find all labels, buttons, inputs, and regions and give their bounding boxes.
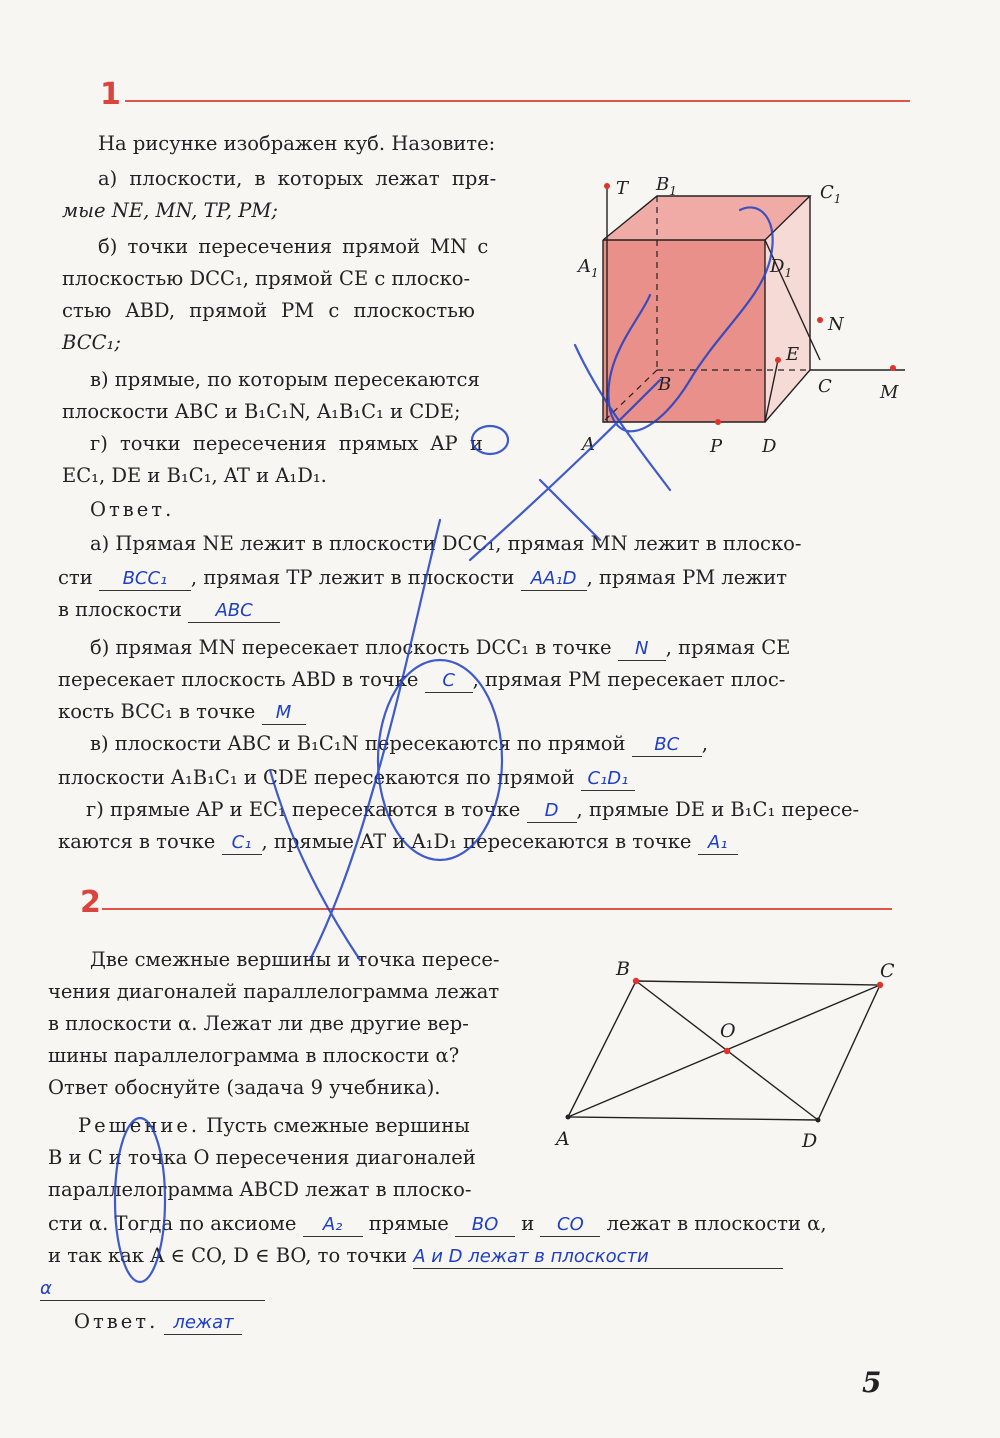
task-1-item: мые NE, MN, TP, PM; (62, 199, 278, 222)
scribble-circle (472, 426, 508, 454)
answer-text: каются в точке (58, 830, 216, 853)
task-1-intro: На рисунке изображен куб. Назовите: (98, 132, 496, 155)
task-2-line: чения диагоналей параллелограмма лежат (48, 980, 500, 1003)
task-1-item: а) плоскости, в которых лежат пря- (98, 167, 497, 190)
task-2-line: Ответ обоснуйте (задача 9 учебника). (48, 1076, 441, 1099)
solution-text: и так как A ∈ CO, D ∈ BO, то точки (48, 1244, 407, 1267)
task-2-line: в плоскости α. Лежат ли две другие вер- (48, 1012, 469, 1035)
answer-text: плоскости A₁B₁C₁ и CDE пересекаются по прямой (58, 766, 575, 789)
label-D: D (762, 436, 777, 457)
answer-blank-a2[interactable]: AA₁D (521, 568, 587, 591)
scribble-line (470, 380, 660, 560)
answer-blank-a1[interactable]: BCC₁ (99, 568, 191, 591)
task-2-number: 2 (80, 885, 101, 920)
label-C: C (880, 960, 895, 982)
label-C1: $C_1$ (820, 182, 842, 206)
task-1-item: плоскости ABC и B₁C₁N, A₁B₁C₁ и CDE; (62, 400, 461, 423)
task-2-answer-blank[interactable]: лежат (164, 1312, 242, 1335)
scribble-curve (608, 207, 772, 431)
task-1-item: BCC₁; (62, 331, 121, 354)
answer-blank-v1[interactable]: BC (632, 734, 702, 757)
task-1-item: EC₁, DE и B₁C₁, AT и A₁D₁. (62, 464, 327, 487)
answer-blank-g1[interactable]: D (527, 800, 577, 823)
answer-blank-v2[interactable]: C₁D₁ (581, 768, 635, 791)
task-2-solution: параллелограмма ABCD лежат в плоско- (48, 1178, 472, 1201)
label-D: D (802, 1130, 818, 1152)
scribble-line (270, 770, 360, 960)
task-1-answer-label: Ответ. (90, 498, 175, 521)
page-number: 5 (862, 1366, 882, 1399)
task-1-item: г) точки пересечения прямых AP и (90, 432, 483, 455)
answer-text: в плоскости (58, 598, 182, 621)
answer-text: б) прямая MN пересекает плоскость DCC₁ в точке (90, 636, 612, 659)
task-2-line: Две смежные вершины и точка пересе- (90, 948, 500, 971)
solution-text: и (521, 1212, 535, 1235)
answer-blank-b2[interactable]: C (425, 670, 473, 693)
solution-text: сти α. Тогда по аксиоме (48, 1212, 297, 1235)
answer-text: , прямые DE и B₁C₁ пересе- (576, 798, 860, 821)
answer-blank-b3[interactable]: M (262, 702, 306, 725)
scribble-line (540, 480, 600, 540)
answer-text: , (701, 732, 708, 755)
task-2-line: шины параллелограмма в плоскости α? (48, 1044, 460, 1067)
solution-label: Решение. (78, 1114, 201, 1137)
solution-blank-line2[interactable]: CO (540, 1214, 600, 1237)
answer-text: , прямая PM лежит (586, 566, 788, 589)
answer-text: , прямая TP лежит в плоскости (190, 566, 515, 589)
answer-text: в) плоскости ABC и B₁C₁N пересекаются по прямой (90, 732, 626, 755)
solution-text: Пусть смежные вершины (206, 1114, 470, 1137)
task-1-item: в) прямые, по которым пересекаются (90, 368, 480, 391)
answer-text: пересекает плоскость ABD в точке (58, 668, 419, 691)
task-1-item: б) точки пересечения прямой MN с (98, 235, 489, 258)
answer-text: сти (58, 566, 93, 589)
answer-text: г) прямые AP и EC₁ пересекаются в точке (86, 798, 521, 821)
solution-blank-continue[interactable]: α (40, 1278, 265, 1301)
answer-text: , прямые AT и A₁D₁ пересекаются в точке (261, 830, 692, 853)
solution-text: прямые (368, 1212, 449, 1235)
label-A1: $A_1$ (578, 256, 599, 280)
answer-blank-b1[interactable]: N (618, 638, 666, 661)
label-A: A (556, 1128, 570, 1150)
solution-blank-axiom[interactable]: A₂ (303, 1214, 363, 1237)
task-1-item: стью ABD, прямой PM с плоскостью (62, 299, 475, 322)
answer-text: , прямая PM пересекает плос- (472, 668, 786, 691)
label-D1: $D_1$ (770, 256, 793, 280)
label-N: N (828, 314, 844, 335)
label-M: M (880, 382, 899, 403)
answer-blank-g3[interactable]: A₁ (698, 832, 738, 855)
label-B1: $B_1$ (656, 174, 677, 198)
answer-blank-a3[interactable]: ABC (188, 600, 280, 623)
scribble-circle (378, 660, 502, 860)
label-E: E (786, 344, 800, 365)
label-B: B (658, 374, 672, 395)
task-1-number: 1 (100, 77, 121, 112)
solution-blank-line1[interactable]: BO (455, 1214, 515, 1237)
label-O: O (720, 1020, 736, 1042)
solution-text: лежат в плоскости α, (606, 1212, 827, 1235)
task-1-item: плоскостью DCC₁, прямой CE с плоско- (62, 267, 471, 290)
solution-blank-points[interactable]: A и D лежат в плоскости (413, 1246, 783, 1269)
label-B: B (616, 958, 630, 980)
task-2-solution: B и C и точка O пересечения диагоналей (48, 1146, 476, 1169)
answer-blank-g2[interactable]: C₁ (222, 832, 262, 855)
label-T: T (616, 178, 629, 199)
task-2-answer-label: Ответ. (74, 1310, 159, 1333)
answer-a-line: а) Прямая NE лежит в плоскости DCC₁, прямая MN лежит в плоско- (90, 532, 802, 555)
answer-text: кость BCC₁ в точке (58, 700, 256, 723)
scribble-line (310, 520, 440, 960)
label-A: A (582, 434, 595, 455)
label-C: C (818, 376, 832, 397)
label-P: P (710, 436, 723, 457)
answer-text: , прямая CE (665, 636, 791, 659)
scribble-circle (115, 1118, 165, 1282)
